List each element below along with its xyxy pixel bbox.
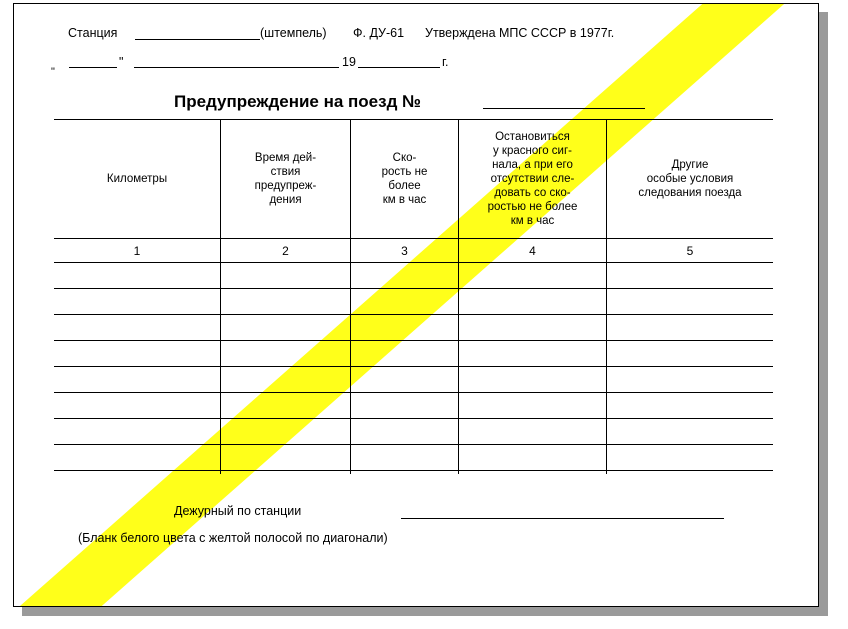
- form-title: Предупреждение на поезд №: [174, 92, 422, 111]
- header-kilometers: Километры: [106, 173, 168, 185]
- table-row-line: [54, 366, 773, 367]
- table-row-line: [54, 392, 773, 393]
- header-bottom-border: [54, 238, 773, 239]
- duty-officer-signature-field: [401, 518, 724, 519]
- column-number-4: 4: [529, 244, 536, 258]
- header-stop-signal: Остановиться у красного сиг- нала, а при его отсутствии сле- довать со ско- ростью не более км в час: [487, 131, 578, 227]
- blank-note: (Бланк белого цвета с желтой полосой по диагонали): [78, 531, 388, 545]
- month-field: [134, 67, 339, 68]
- year-prefix: 19: [342, 55, 356, 69]
- station-field: [135, 39, 260, 40]
- stamp-label: (штемпель): [260, 26, 327, 40]
- warning-form-blank: [13, 3, 819, 607]
- column-number-2: 2: [282, 244, 289, 258]
- header-other-conditions: Другие особые условия следования поезда: [638, 159, 742, 199]
- table-row-line: [54, 444, 773, 445]
- column-number-1: 1: [133, 244, 141, 258]
- form-code: Ф. ДУ-61: [353, 26, 405, 40]
- day-field: [69, 67, 117, 68]
- header-speed: Ско- рость не более км в час: [381, 152, 428, 206]
- approval-text: Утверждена МПС СССР в 1977г.: [425, 26, 615, 40]
- station-label: Станция: [68, 26, 118, 40]
- table-bottom-border: [54, 470, 773, 471]
- left-quote-mark: ": [51, 66, 55, 78]
- train-number-field: [483, 108, 645, 109]
- column-number-5: 5: [686, 244, 694, 258]
- duty-officer-label: Дежурный по станции: [174, 504, 302, 518]
- quote-mark: ": [119, 55, 124, 69]
- year-suffix: г.: [442, 55, 449, 69]
- header-duration: Время дей- ствия предупреж- дения: [254, 152, 317, 206]
- table-row-line: [54, 314, 773, 315]
- table-row-line: [54, 418, 773, 419]
- year-field: [358, 67, 440, 68]
- table-row-line: [54, 340, 773, 341]
- table-row-line: [54, 288, 773, 289]
- table-row-line: [54, 262, 773, 263]
- column-number-3: 3: [401, 244, 408, 258]
